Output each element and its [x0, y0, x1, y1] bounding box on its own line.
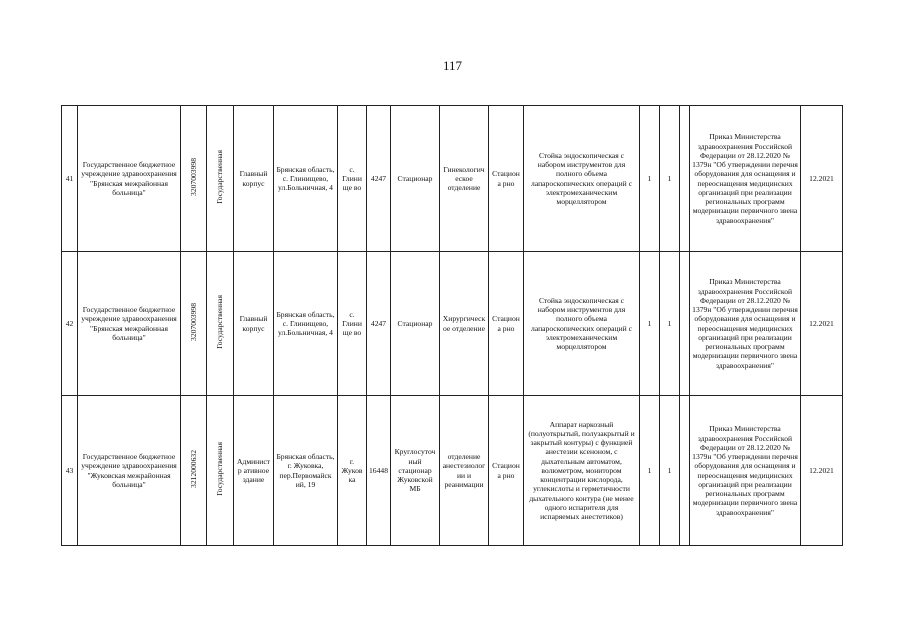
institution-name: Государственное бюджетное учреждение здравоохранения "Брянская межрайонная больница": [78, 252, 181, 396]
ownership-cell: [207, 106, 234, 252]
address: Брянская область, с. Глинищево, ул.Больничная, 4: [274, 252, 338, 396]
table-row: [62, 252, 843, 396]
locality: г. Жуковка: [338, 396, 367, 546]
locality: с. Глинище во: [338, 106, 367, 252]
quantity-2: 1: [660, 396, 680, 546]
ownership-cell: [207, 396, 234, 546]
empty-cell: [680, 252, 690, 396]
equipment: Стойка эндоскопическая с набором инструментов для полного объема лапароскопических операций с электромеханическим морцеллятором: [524, 106, 640, 252]
legal-basis: Приказ Министерства здравоохранения Российской Федерации от 28.12.2020 № 1379н "Об утверждении перечня оборудования для оснащения и переоснащения медицинских организаций при реализации региональных программ модернизации первичного звена здравоохранения": [690, 106, 801, 252]
date: 12.2021: [801, 396, 843, 546]
legal-basis: Приказ Министерства здравоохранения Российской Федерации от 28.12.2020 № 1379н "Об утверждении перечня оборудования для оснащения и переоснащения медицинских организаций при реализации региональных программ модернизации первичного звена здравоохранения": [690, 396, 801, 546]
empty-cell: [680, 106, 690, 252]
building: Администр ативное здание: [234, 396, 274, 546]
table-row: [62, 106, 843, 252]
inn-cell: [181, 396, 207, 546]
department: Гинекологич еское отделение: [440, 106, 489, 252]
date: 12.2021: [801, 252, 843, 396]
empty-cell: [680, 396, 690, 546]
care-form: Стациона рно: [489, 396, 524, 546]
page-number: 117: [442, 58, 463, 73]
equipment-table: [61, 105, 843, 546]
address: Брянская область, с. Глинищево, ул.Больничная, 4: [274, 106, 338, 252]
inn: 3207003998: [188, 303, 198, 342]
building: Главный корпус: [234, 106, 274, 252]
building: Главный корпус: [234, 252, 274, 396]
quantity-1: 1: [640, 106, 660, 252]
row-number: 41: [62, 106, 78, 252]
department: отделение анестезиолог ии и реанимации: [440, 396, 489, 546]
ownership-cell: [207, 252, 234, 396]
care-form: Стациона рно: [489, 252, 524, 396]
inn-cell: [181, 106, 207, 252]
unit-type: Круглосуточ ный стационар Жуковской МБ: [391, 396, 440, 546]
row-number: 42: [62, 252, 78, 396]
inn: 3212000632: [188, 450, 198, 489]
quantity-2: 1: [660, 252, 680, 396]
code: 4247: [367, 106, 391, 252]
unit-type: Стационар: [391, 106, 440, 252]
institution-name: Государственное бюджетное учреждение здравоохранения "Брянская межрайонная больница": [78, 106, 181, 252]
code: 4247: [367, 252, 391, 396]
legal-basis: Приказ Министерства здравоохранения Российской Федерации от 28.12.2020 № 1379н "Об утверждении перечня оборудования для оснащения и переоснащения медицинских организаций при реализации региональных программ модернизации первичного звена здравоохранения": [690, 252, 801, 396]
table-row: [62, 396, 843, 546]
department: Хирургическ ое отделение: [440, 252, 489, 396]
date: 12.2021: [801, 106, 843, 252]
equipment: Стойка эндоскопическая с набором инструментов для полного объема лапароскопических операций с электромеханическим морцеллятором: [524, 252, 640, 396]
care-form: Стациона рно: [489, 106, 524, 252]
ownership: Государственная: [215, 150, 225, 205]
quantity-2: 1: [660, 106, 680, 252]
ownership: Государственная: [215, 442, 225, 497]
quantity-1: 1: [640, 252, 660, 396]
institution-name: Государственное бюджетное учреждение здравоохранения "Жуковская межрайонная больница": [78, 396, 181, 546]
inn-cell: [181, 252, 207, 396]
quantity-1: 1: [640, 396, 660, 546]
locality: с. Глинище во: [338, 252, 367, 396]
unit-type: Стационар: [391, 252, 440, 396]
code: 16448: [367, 396, 391, 546]
row-number: 43: [62, 396, 78, 546]
address: Брянская область, г. Жуковка, пер.Первомайск ий, 19: [274, 396, 338, 546]
equipment: Аппарат наркозный (полуоткрытый, полузакрытый и закрытый контуры) с функцией анестезии ксеноном, с дыхательным автоматом, волюметром, монитором концентрации кислорода, углекислоты и герметичности дыхательного контура (не менее одного испарителя для испаряемых анестетиков): [524, 396, 640, 546]
ownership: Государственная: [215, 295, 225, 350]
inn: 3207003998: [188, 158, 198, 197]
